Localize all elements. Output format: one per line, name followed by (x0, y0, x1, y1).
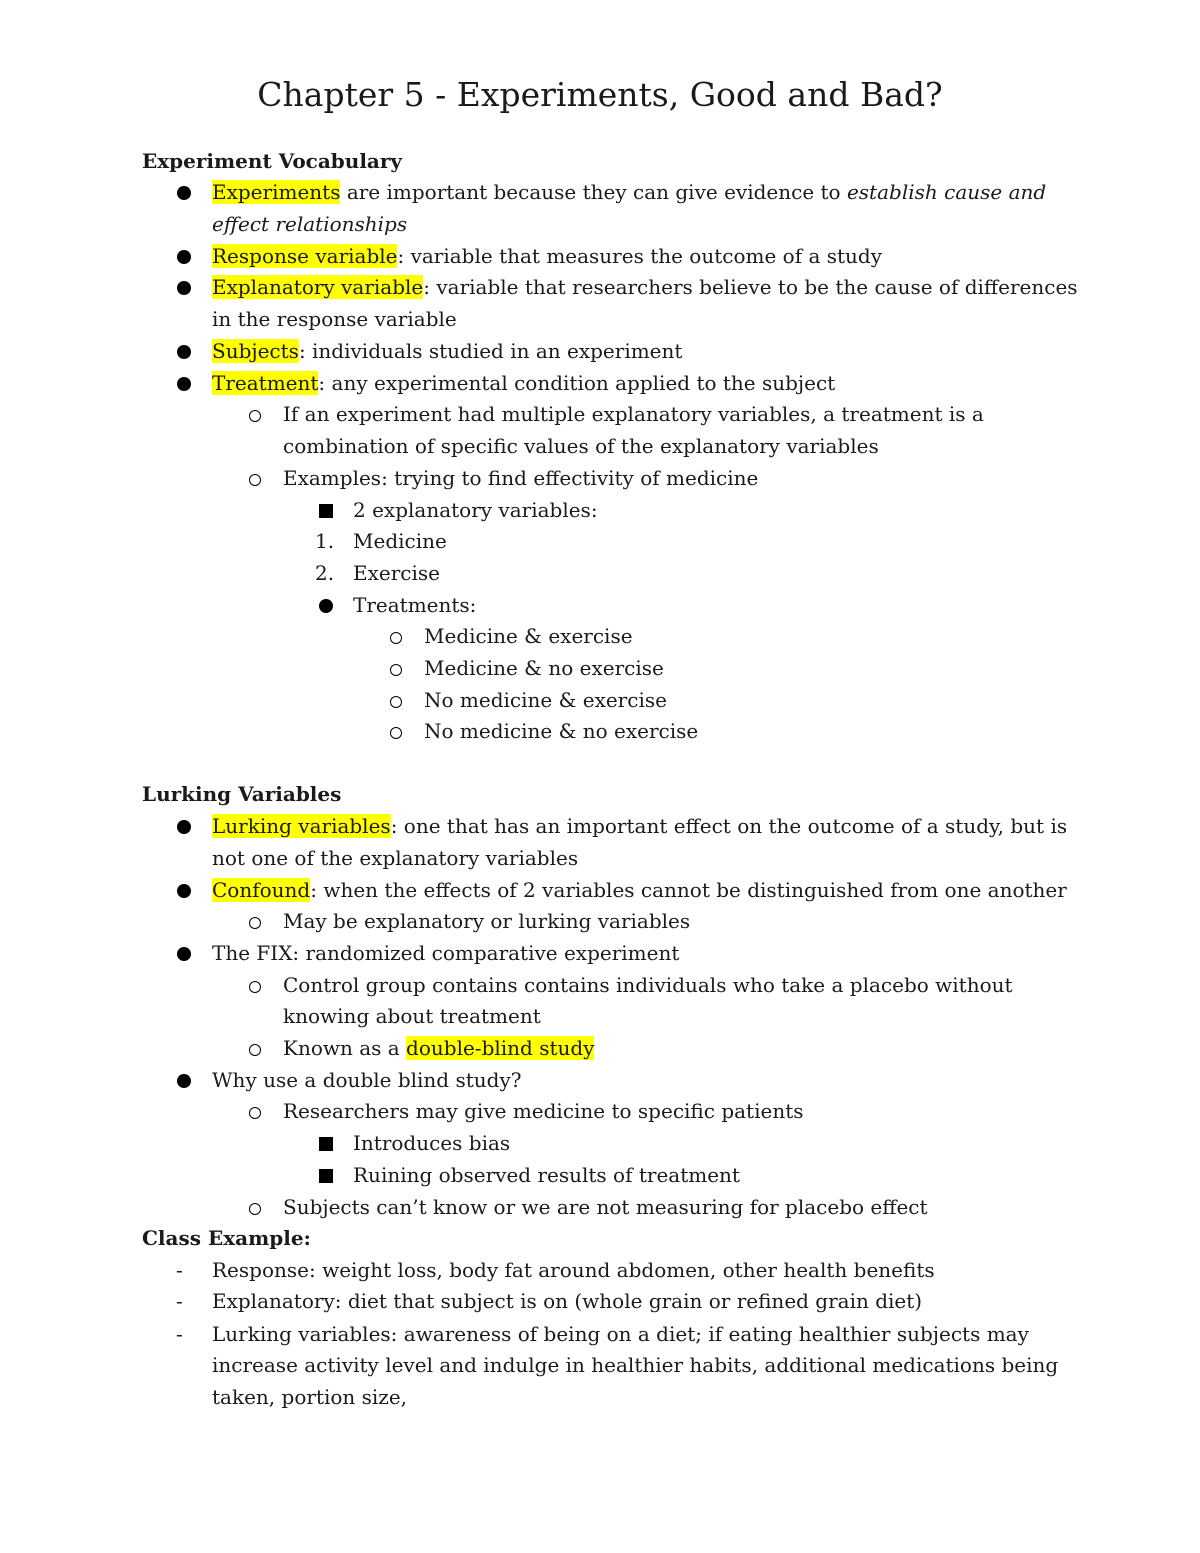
treatment-item: Medicine & exercise (424, 624, 633, 648)
section-heading-class-example: Class Example: (142, 1226, 311, 1250)
item-text: : variable that measures the outcome of a study (397, 244, 883, 268)
hollow-bullet-icon (249, 1034, 261, 1064)
item-text: Known as a (283, 1036, 407, 1060)
sub-sub-list-item: Ruining observed results of treatment (353, 1163, 740, 1187)
highlighted-term: Explanatory variable (212, 275, 424, 299)
sub-list-item: If an experiment had multiple explanatory variables, a treatment is a (283, 402, 984, 426)
dash-bullet: - (176, 1258, 183, 1282)
list-item (212, 875, 1067, 905)
item-text: : one that has an important effect on the outcome of a study, but is (390, 814, 1068, 838)
list-item (212, 177, 1046, 207)
item-text: : variable that researchers believe to be the cause of differences (423, 275, 1078, 299)
highlighted-term: Treatment (212, 371, 319, 395)
list-item-continuation: increase activity level and indulge in healthier habits, additional medications being (212, 1353, 1059, 1377)
highlighted-term: Experiments (212, 180, 341, 204)
dash-bullet: - (176, 1322, 183, 1346)
hollow-bullet-icon (249, 1097, 261, 1127)
item-emphasis: establish cause and (846, 180, 1047, 204)
list-item: Why use a double blind study? (212, 1068, 522, 1092)
bullet-icon (319, 591, 333, 621)
item-text: : individuals studied in an experiment (298, 339, 683, 363)
hollow-bullet-icon (390, 717, 402, 747)
bullet-icon (177, 369, 191, 399)
dash-bullet: - (176, 1289, 183, 1313)
sub-sub-list-item: Treatments: (353, 593, 477, 617)
hollow-bullet-icon (249, 1193, 261, 1223)
list-item (212, 241, 882, 271)
bullet-icon (177, 939, 191, 969)
highlighted-term: Subjects (212, 339, 299, 363)
treatment-item: No medicine & exercise (424, 688, 667, 712)
sub-list-item-continuation: combination of specific values of the explanatory variables (283, 434, 879, 458)
highlighted-term: Response variable (212, 244, 398, 268)
square-bullet-icon (319, 496, 333, 526)
list-number: 1. (315, 529, 335, 553)
sub-sub-list-item: Introduces bias (353, 1131, 511, 1155)
section-heading-experiment-vocabulary: Experiment Vocabulary (142, 149, 403, 173)
item-emphasis: effect relationships (212, 212, 408, 236)
bullet-icon (177, 337, 191, 367)
hollow-bullet-icon (390, 654, 402, 684)
list-item-continuation (212, 209, 407, 239)
list-item-continuation: in the response variable (212, 307, 457, 331)
sub-list-item: Subjects can’t know or we are not measuring for placebo effect (283, 1195, 928, 1219)
item-text: : any experimental condition applied to the subject (318, 371, 836, 395)
bullet-icon (177, 273, 191, 303)
list-item: Response: weight loss, body fat around abdomen, other health benefits (212, 1258, 935, 1282)
sub-list-item-continuation: knowing about treatment (283, 1004, 541, 1028)
bullet-icon (177, 1066, 191, 1096)
hollow-bullet-icon (249, 400, 261, 430)
sub-list-item: Examples: trying to find effectivity of medicine (283, 466, 759, 490)
list-item-continuation: taken, portion size, (212, 1385, 408, 1409)
sub-sub-list-item: Medicine (353, 529, 447, 553)
highlighted-term: Confound (212, 878, 311, 902)
list-item (212, 336, 682, 366)
list-number: 2. (315, 561, 335, 585)
hollow-bullet-icon (249, 971, 261, 1001)
list-item: Lurking variables: awareness of being on a diet; if eating healthier subjects may (212, 1322, 1029, 1346)
list-item: Explanatory: diet that subject is on (whole grain or refined grain diet) (212, 1289, 923, 1313)
treatment-item: Medicine & no exercise (424, 656, 664, 680)
bullet-icon (177, 876, 191, 906)
sub-list-item: May be explanatory or lurking variables (283, 909, 691, 933)
treatment-item: No medicine & no exercise (424, 719, 699, 743)
list-item (212, 811, 1067, 841)
item-text: are important because they can give evidence to (340, 180, 847, 204)
list-item (212, 368, 835, 398)
section-heading-lurking-variables: Lurking Variables (142, 782, 342, 806)
hollow-bullet-icon (249, 464, 261, 494)
sub-sub-list-item: Exercise (353, 561, 440, 585)
sub-sub-list-item: 2 explanatory variables: (353, 498, 598, 522)
hollow-bullet-icon (390, 686, 402, 716)
sub-list-item: Control group contains contains individuals who take a placebo without (283, 973, 1013, 997)
square-bullet-icon (319, 1161, 333, 1191)
highlighted-term: Lurking variables (212, 814, 391, 838)
square-bullet-icon (319, 1129, 333, 1159)
bullet-icon (177, 812, 191, 842)
item-text: : when the effects of 2 variables cannot be distinguished from one another (310, 878, 1067, 902)
bullet-icon (177, 242, 191, 272)
sub-list-item (283, 1033, 594, 1063)
highlighted-term: double-blind study (406, 1036, 595, 1060)
sub-list-item: Researchers may give medicine to specific patients (283, 1099, 804, 1123)
list-item: The FIX: randomized comparative experiment (212, 941, 680, 965)
hollow-bullet-icon (390, 622, 402, 652)
list-item-continuation: not one of the explanatory variables (212, 846, 579, 870)
bullet-icon (177, 178, 191, 208)
hollow-bullet-icon (249, 907, 261, 937)
page-title: Chapter 5 - Experiments, Good and Bad? (257, 75, 943, 114)
list-item (212, 272, 1078, 302)
